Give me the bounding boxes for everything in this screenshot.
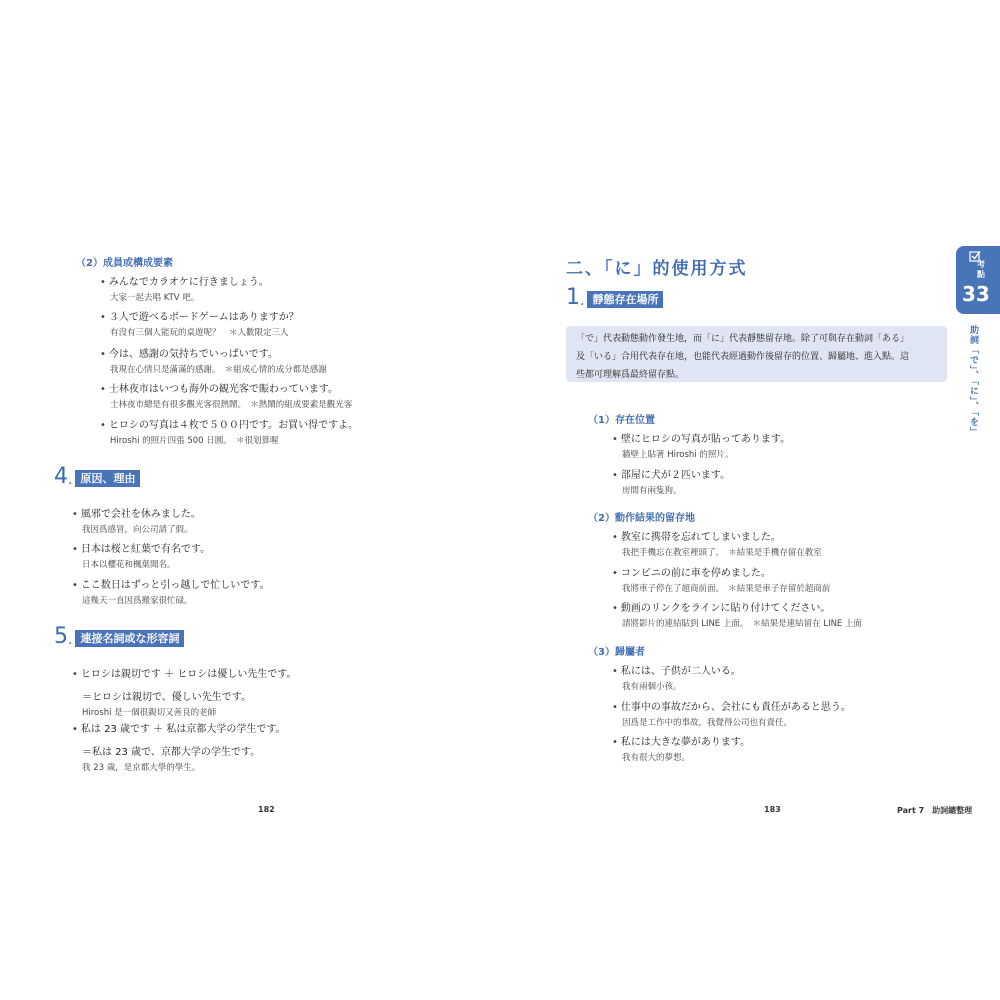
jp-sentence: ここ数日はずっと引っ越しで忙しいです。 [80,580,270,591]
list-item: • 部屋に犬が２匹います。 房間有兩隻狗。 [612,470,731,496]
sub-heading-belonging: （3）歸屬者 [588,647,645,658]
list-item: • 今は、感謝の気持ちでいっぱいです。 我現在心情只是滿滿的感謝。 ＊組成心情的成分都是感謝 [100,349,327,375]
section-number: 1 [566,285,580,310]
zh-translation: 我因爲感冒，向公司請了假。 [82,525,193,535]
list-item: • 士林夜市はいつも海外の観光客で賑わっています。 士林夜市總是有很多觀光客很熱鬧。 ＊熱鬧的組成要素是觀光客 [100,384,353,410]
jp-sentence: 風邪で会社を休みました。 [80,509,201,520]
zh-translation: 房間有兩隻狗。 [622,486,682,496]
part-label: Part 7 助詞總整理 [897,806,973,815]
list-item: • 私は 23 歳です ＋ 私は京都大学の学生です。 ＝私は 23 歳で、京都大学の学生です。 我 23 歲，是京都大學的學生。 [72,724,286,773]
list-item: • 教室に携帯を忘れてしまいました。 我把手機忘在教室裡頭了。 ＊結果是手機存留在教室 [612,532,822,558]
explanation-note [566,326,947,382]
jp-sentence-combined: ＝私は 23 歳で、京都大学の学生です。 [82,747,261,758]
jp-sentence: 動画のリンクをラインに貼り付けてください。 [620,603,831,614]
zh-translation: 大家一起去唱 KTV 吧。 [110,293,200,303]
zh-translation: 我現在心情只是滿滿的感謝。 ＊組成心情的成分都是感謝 [110,365,327,375]
sub-heading-members: （2）成員或構成要素 [76,258,173,269]
jp-sentence: ヒロシの写真は４枚で５００円です。お買い得ですよ。 [108,420,359,431]
zh-translation: 因爲是工作中的事故，我覺得公司也有責任。 [622,718,793,728]
list-item: • 仕事中の事故だから、会社にも責任があると思う。 因爲是工作中的事故，我覺得公司也有責任。 [612,702,851,728]
page-number: 182 [258,805,275,814]
jp-sentence: ヒロシは親切です ＋ ヒロシは優しい先生です。 [80,669,297,680]
jp-sentence: 部屋に犬が２匹います。 [620,470,731,481]
list-item: • 私には、子供が二人いる。 我有兩個小孩。 [612,666,741,692]
jp-sentence: 壁にヒロシの写真が貼ってあります。 [620,434,791,445]
section-number: 4 [54,464,68,489]
jp-sentence: コンビニの前に車を停めました。 [620,568,771,579]
jp-sentence-combined: ＝ヒロシは親切で、優しい先生です。 [82,692,251,703]
jp-sentence: 私には大きな夢があります。 [620,737,751,748]
list-item: • ここ数日はずっと引っ越しで忙しいです。 這幾天一直因爲搬家很忙碌。 [72,580,270,606]
note-line: 些都可理解爲最終留存點。 [576,370,685,380]
jp-sentence: 私には、子供が二人いる。 [620,666,741,677]
list-item: • 私には大きな夢があります。 我有很大的夢想。 [612,737,751,763]
list-item: • ヒロシの写真は４枚で５００円です。お買い得ですよ。 Hiroshi 的照片四張 500 日圓。 ＊很划算喔 [100,420,359,446]
section-5-heading: 5 . 連接名詞或な形容詞 [54,627,184,647]
note-line: 及「いる」合用代表存在地，也能代表經過動作後留存的位置、歸屬地、進入點。這 [576,352,910,362]
note-line: 「で」代表動態動作發生地，而「に」代表靜態留存地。除了可與存在動詞「ある」 [576,334,910,344]
jp-sentence: ３人で遊べるボードゲームはありますか？ [108,312,299,323]
zh-translation: 日本以櫻花和楓葉聞名。 [82,560,176,570]
list-item: • みんなでカラオケに行きましょう。 大家一起去唱 KTV 吧。 [100,277,269,303]
list-item: • コンビニの前に車を停めました。 我將車子停在了超商前面。 ＊結果是車子存留於超商前 [612,568,831,594]
zh-translation: 這幾天一直因爲搬家很忙碌。 [82,596,193,606]
section-title: 連接名詞或な形容詞 [75,630,184,647]
list-item: • ヒロシは親切です ＋ ヒロシは優しい先生です。 ＝ヒロシは親切で、優しい先生です。 Hiroshi 是一個很親切又善良的老師 [72,669,297,718]
jp-sentence: みんなでカラオケに行きましょう。 [108,277,269,288]
chapter-title: 二、「に」的使用方式 [566,259,748,279]
jp-sentence: 私は 23 歳です ＋ 私は京都大学の学生です。 [80,724,286,735]
jp-sentence: 教室に携帯を忘れてしまいました。 [620,532,781,543]
jp-sentence: 士林夜市はいつも海外の観光客で賑わっています。 [108,384,339,395]
list-item: • 風邪で会社を休みました。 我因爲感冒，向公司請了假。 [72,509,201,535]
zh-translation: Hiroshi 是一個很親切又善良的老師 [82,708,217,718]
tab-label: 考點 [977,260,985,279]
jp-sentence: 日本は桜と紅葉で有名です。 [80,544,211,555]
chapter-tab [956,246,1000,314]
list-item: • 壁にヒロシの写真が貼ってあります。 牆壁上貼著 Hiroshi 的照片。 [612,434,791,460]
zh-translation: 牆壁上貼著 Hiroshi 的照片。 [622,450,734,460]
section-title: 靜態存在場所 [587,291,663,308]
tab-number: 33 [962,282,990,306]
sub-heading-existence: （1）存在位置 [588,415,655,426]
zh-translation: 我有很大的夢想。 [622,753,691,763]
section-1-heading: 1 . 靜態存在場所 [566,288,663,308]
zh-translation: 我 23 歲，是京都大學的學生。 [82,763,201,773]
zh-translation: 我把手機忘在教室裡頭了。 ＊結果是手機存留在教室 [622,548,822,558]
zh-translation: 有沒有三個人能玩的桌遊呢？ ＊人數限定三人 [110,328,289,338]
section-4-heading: 4 . 原因、理由 [54,467,140,487]
zh-translation: 我將車子停在了超商前面。 ＊結果是車子存留於超商前 [622,584,831,594]
zh-translation: Hiroshi 的照片四張 500 日圓。 ＊很划算喔 [110,436,279,446]
sub-heading-result-location: （2）動作結果的留存地 [588,513,695,524]
zh-translation: 我有兩個小孩。 [622,682,682,692]
jp-sentence: 仕事中の事故だから、会社にも責任があると思う。 [620,702,851,713]
list-item: • 動画のリンクをラインに貼り付けてください。 請將影片的連結貼到 LINE 上面。 ＊結果是連結留在 LINE 上面 [612,603,863,629]
page-number: 183 [764,805,781,814]
section-number: 5 [54,624,68,649]
right-page [500,0,1000,1000]
list-item: • ３人で遊べるボードゲームはありますか？ 有沒有三個人能玩的桌遊呢？ ＊人數限定三人 [100,312,299,338]
zh-translation: 士林夜市總是有很多觀光客很熱鬧。 ＊熱鬧的組成要素是觀光客 [110,400,353,410]
jp-sentence: 今は、感謝の気持ちでいっぱいです。 [108,349,279,360]
tab-vertical-text: 助詞「で」、「に」、「を」 [968,325,978,437]
zh-translation: 請將影片的連結貼到 LINE 上面。 ＊結果是連結留在 LINE 上面 [622,619,863,629]
list-item: • 日本は桜と紅葉で有名です。 日本以櫻花和楓葉聞名。 [72,544,211,570]
section-title: 原因、理由 [75,470,140,487]
